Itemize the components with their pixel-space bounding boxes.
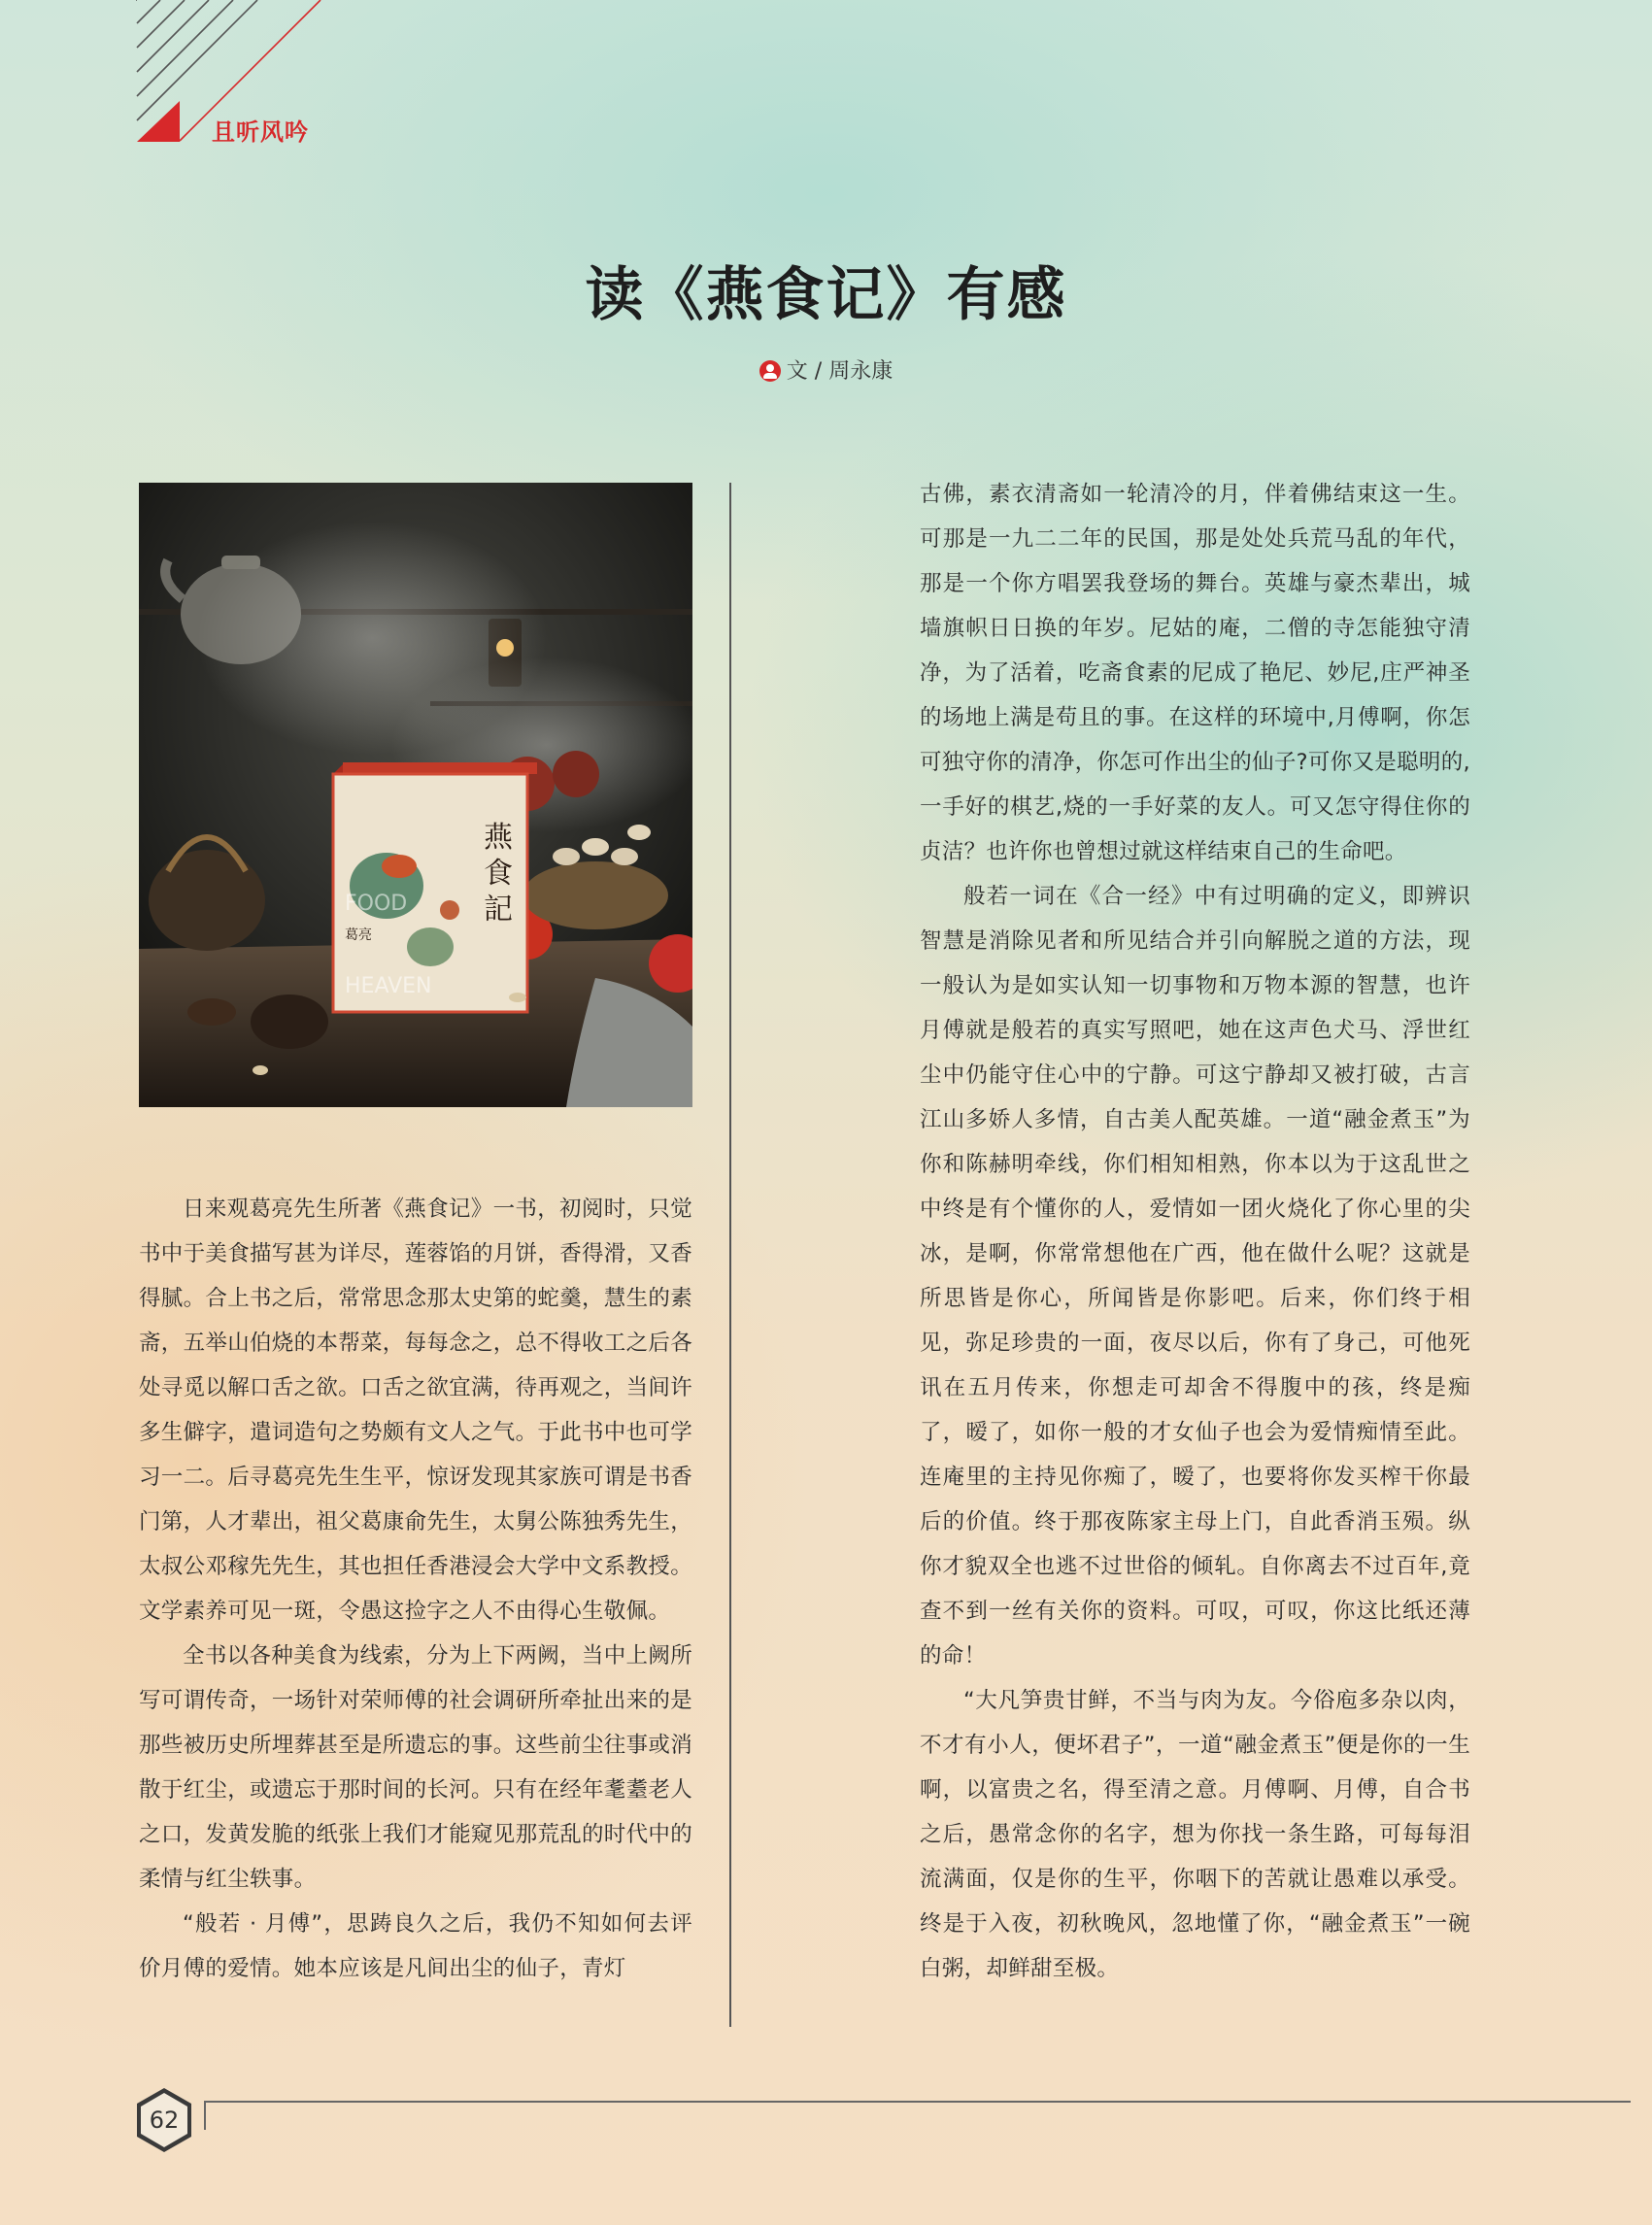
user-icon [759,360,781,382]
book-cover-en-2: HEAVEN [345,974,432,998]
book-cover-en-1: FOOD [345,892,408,916]
footer-rule [204,2101,1631,2103]
author-byline [0,354,1652,385]
section-label: 且听风吟 [212,118,309,146]
author-name: 文 / 周永康 [786,359,893,384]
article-body-right-column [920,472,1470,1991]
paragraph-continuation: 古佛，素衣清斋如一轮清冷的月，伴着佛结束这一生。可那是一九二二年的民国，那是处处兵荒马乱的年代，那是一个你方唱罢我登场的舞台。英雄与豪杰辈出，城墙旗帜日日换的年岁。尼姑的庵，二僧的寺怎能独守清净，为了活着，吃斋食素的尼成了艳尼、妙尼,庄严神圣的场地上满是苟且的事。在这样的环境中,月傅啊，你怎可独守你的清净，你怎可作出尘的仙子?可你又是聪明的,一手好的棋艺,烧的一手好菜的友人。可又怎守得住你的贞洁？也许你也曾想过就这样结束自己的生命吧。 [920,482,1470,864]
book-cover-char-2: 食 [484,857,513,891]
book-cover-char-3: 記 [484,893,513,927]
article-body-left-column [139,1187,692,1991]
column-divider [729,483,731,2027]
paragraph: 全书以各种美食为线索，分为上下两阙，当中上阙所写可谓传奇，一场针对荣师傅的社会调研所牵扯出来的是那些被历史所埋葬甚至是所遗忘的事。这些前尘往事或消散于红尘，或遗忘于那时间的长河。只有在经年耄耋老人之口，发黄发脆的纸张上我们才能窥见那荒乱的时代中的柔情与红尘轶事。 [139,1643,693,1892]
footer-rule-tick [204,2101,206,2130]
paragraph: 日来观葛亮先生所著《燕食记》一书，初阅时，只觉书中于美食描写甚为详尽，莲蓉馅的月饼，香得滑，又香得腻。合上书之后，常常思念那太史第的蛇羹，慧生的素斋，五举山伯烧的本帮菜，每每念之，总不得收工之后各处寻觅以解口舌之欲。口舌之欲宜满，待再观之，当间许多生僻字，遣词造句之势颇有文人之气。于此书中也可学习一二。后寻葛亮先生生平，惊讶发现其家族可谓是书香门第，人才辈出，祖父葛康俞先生，太舅公陈独秀先生，太叔公邓稼先先生，其也担任香港浸会大学中文系教授。文学素养可见一斑，令愚这捡字之人不由得心生敬佩。 [139,1197,693,1624]
book-cover-char-1: 燕 [484,821,513,855]
paragraph: 般若一词在《合一经》中有过明确的定义，即辨识智慧是消除见者和所见结合并引向解脱之道的方法，现一般认为是如实认知一切事物和万物本源的智慧，也许月傅就是般若的真实写照吧，她在这声色犬马、浮世红尘中仍能守住心中的宁静。可这宁静却又被打破，古言江山多娇人多情，自古美人配英雄。一道“融金煮玉”为你和陈赫明牵线，你们相知相熟，你本以为于这乱世之中终是有个懂你的人，爱情如一团火烧化了你心里的尖冰，是啊，你常常想他在广西，他在做什么呢？这就是所思皆是你心，所闻皆是你影吧。后来，你们终于相见，弥足珍贵的一面，夜尽以后，你有了身己，可他死讯在五月传来，你想走可却舍不得腹中的孩，终是痴了，暧了，如你一般的才女仙子也会为爱情痴情至此。连庵里的主持见你痴了，暧了，也要将你发买榨干你最后的价值。终于那夜陈家主母上门，自此香消玉殒。纵你才貌双全也逃不过世俗的倾轧。自你离去不过百年,竟查不到一丝有关你的资料。可叹，可叹，你这比纸还薄的命！ [920,884,1470,1669]
paragraph: “大凡笋贵甘鲜，不当与肉为友。今俗庖多杂以肉，不才有小人，便坏君子”，一道“融金煮玉”便是你的一生啊，以富贵之名，得至清之意。月傅啊、月傅，自合书之后，愚常念你的名字，想为你找一条生路，可每每泪流满面，仅是你的生平，你咽下的苦就让愚难以承受。终是于入夜，初秋晚风，忽地懂了你，“融金煮玉”一碗白粥，却鲜甜至极。 [920,1688,1470,1981]
page-number: 62 [149,2107,180,2134]
paragraph: “般若 · 月傅”，思踌良久之后，我仍不知如何去评价月傅的爱情。她本应该是凡间出尘的仙子，青灯 [139,1911,692,1981]
book-cover-author: 葛亮 [345,927,372,943]
book-photo [139,483,692,1107]
article-title: 读《燕食记》有感 [585,261,1067,329]
